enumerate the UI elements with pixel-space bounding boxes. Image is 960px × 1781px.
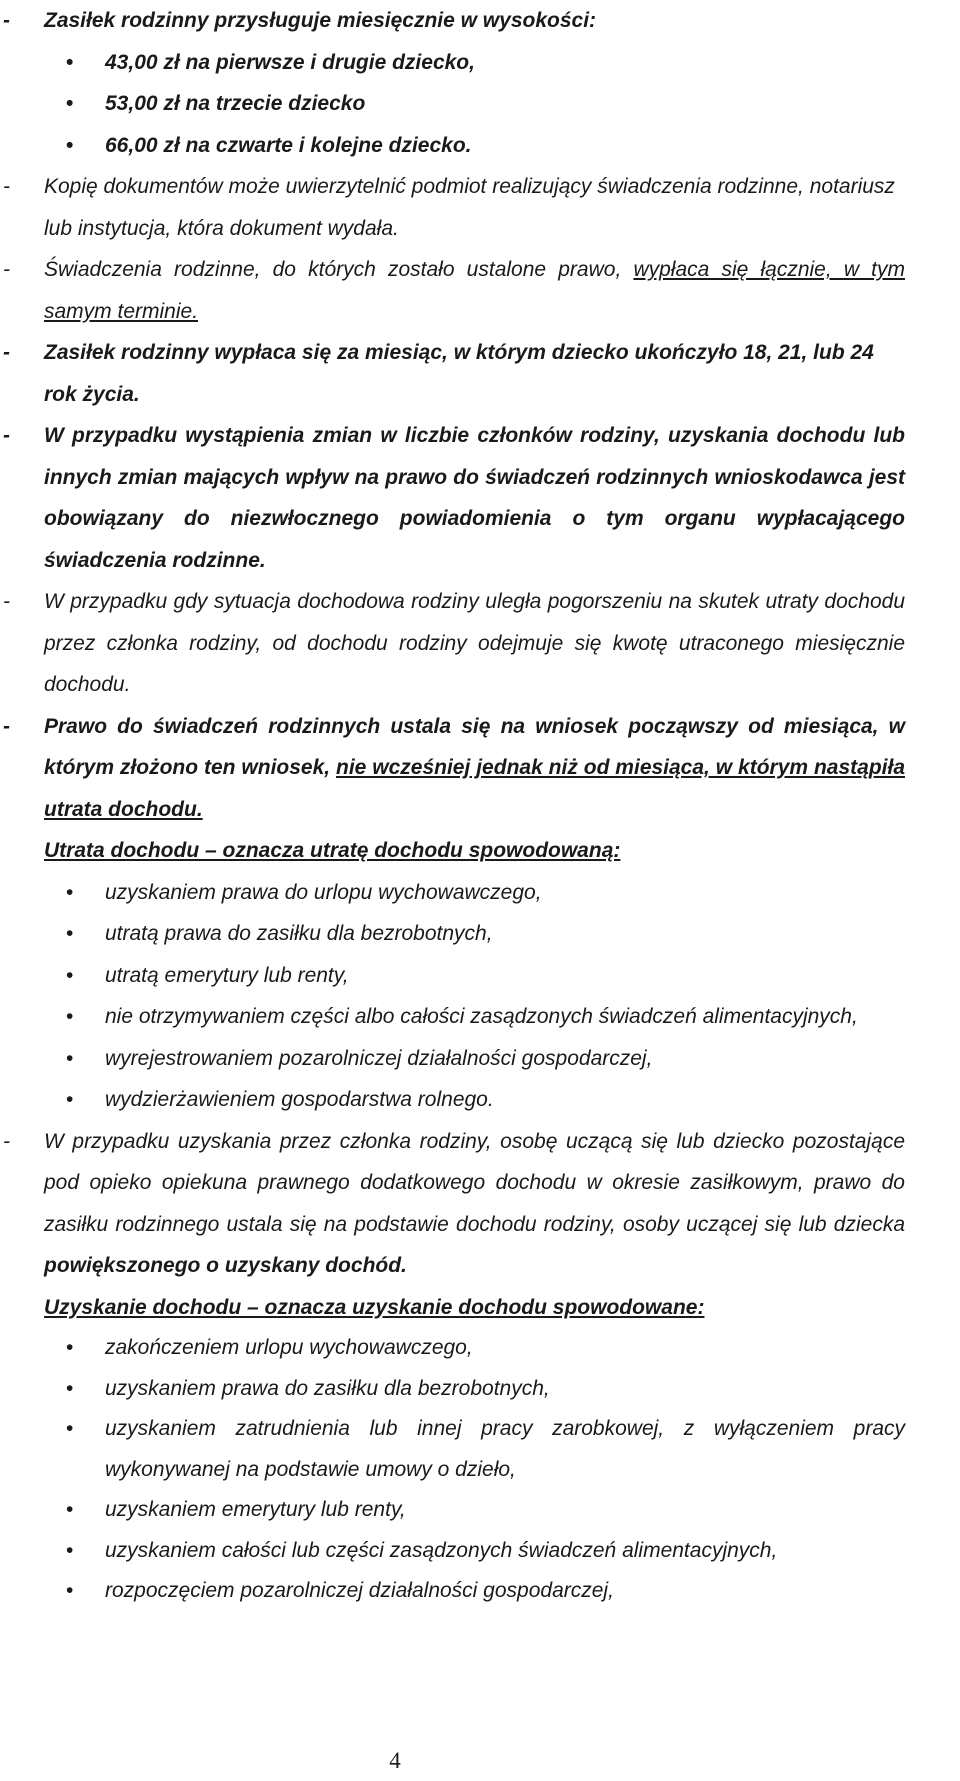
list-item [0, 913, 905, 955]
amount-list [0, 42, 905, 167]
paragraph-change-notification [0, 415, 905, 581]
list-item-text: utratą emerytury lub renty, [105, 963, 349, 987]
list-item-text: 43,00 zł na pierwsze i drugie dziecko, [105, 50, 475, 74]
list-item [0, 1328, 905, 1369]
list-item [0, 1079, 905, 1121]
bullet-icon: • [66, 1336, 74, 1359]
paragraph-underlined-text: nie wcześniej jednak niż od miesiąca, w którym nastąpiła utrata dochodu. [44, 756, 906, 821]
heading-income-gain-definition: Uzyskanie dochodu – oznacza uzyskanie dochodu spowodowane: [44, 1295, 705, 1319]
list-item [0, 996, 905, 1038]
list-item [0, 42, 905, 84]
bullet-icon: • [66, 1088, 74, 1111]
paragraph-bold-text: powiększonego o uzyskany dochód. [44, 1254, 407, 1277]
dash-marker: - [3, 9, 10, 32]
list-item-text: 53,00 zł na trzecie dziecko [105, 92, 366, 115]
paragraph-income-loss [0, 581, 905, 706]
bullet-icon: • [66, 1579, 74, 1602]
bullet-icon: • [66, 963, 74, 987]
list-item-text: uzyskaniem prawa do urlopu wychowawczego, [105, 880, 542, 904]
list-item-text: nie otrzymywaniem części albo całości zasądzonych świadczeń alimentacyjnych, [105, 1005, 858, 1028]
list-item-text: rozpoczęciem pozarolniczej działalności gospodarczej, [105, 1579, 614, 1602]
bullet-icon: • [66, 1046, 74, 1070]
bullet-icon: • [66, 1417, 74, 1440]
bullet-icon: • [66, 50, 74, 74]
dash-marker: - [3, 714, 10, 738]
dash-marker: - [3, 590, 10, 613]
bullet-icon: • [66, 1376, 74, 1400]
list-item-text: uzyskaniem zatrudnienia lub innej pracy zarobkowej, z wyłączeniem pracy wykonywanej na podstawie umowy o dzieło, [105, 1417, 905, 1481]
list-item [0, 1490, 905, 1531]
paragraph-text: Zasiłek rodzinny wypłaca się za miesiąc, w którym dziecko ukończyło 18, 21, lub 24 rok życia. [44, 341, 874, 406]
list-item-text: uzyskaniem emerytury lub renty, [105, 1498, 406, 1521]
income-gain-list [0, 1328, 905, 1612]
list-item-text: wydzierżawieniem gospodarstwa rolnego. [105, 1088, 494, 1111]
paragraph-age-limit [0, 332, 905, 415]
list-item [0, 83, 905, 125]
paragraph-family-allowance-amount [0, 0, 905, 42]
paragraph-document-certification [0, 166, 905, 249]
paragraph-text: Prawo do świadczeń rodzinnych ustala się na wniosek począwszy od miesiąca, w którym złożono ten wniosek, [44, 714, 905, 779]
paragraph-text: W przypadku wystąpienia zmian w liczbie członków rodziny, uzyskania dochodu lub innych zmian mających wpływ na prawo do świadczeń rodzinnych wnioskodawca jest obowiązany do niezwłocznego powiadomienia o tym organu wypłacającego świadczenia rodzinne. [44, 424, 905, 572]
dash-marker: - [3, 258, 10, 281]
list-item-text: wyrejestrowaniem pozarolniczej działalności gospodarczej, [105, 1046, 653, 1070]
list-item [0, 1369, 905, 1410]
paragraph-text: Świadczenia rodzinne, do których zostało ustalone prawo, [44, 258, 634, 281]
list-item [0, 1409, 905, 1490]
paragraph-underlined-text: wypłaca się łącznie, w tym samym terminie. [44, 258, 905, 323]
paragraph-payment-terms [0, 249, 905, 332]
paragraph-entitlement-start [0, 706, 905, 831]
heading-income-loss-definition: Utrata dochodu – oznacza utratę dochodu spowodowaną: [44, 839, 621, 862]
list-item [0, 125, 905, 167]
list-item-text: uzyskaniem całości lub części zasądzonych świadczeń alimentacyjnych, [105, 1538, 778, 1562]
list-item-text: zakończeniem urlopu wychowawczego, [105, 1336, 473, 1359]
list-item-text: 66,00 zł na czwarte i kolejne dziecko. [105, 133, 472, 157]
list-item-text: uzyskaniem prawa do zasiłku dla bezrobotnych, [105, 1376, 550, 1400]
list-item [0, 1038, 905, 1080]
bullet-icon: • [66, 1538, 74, 1562]
dash-marker: - [3, 341, 10, 364]
dash-marker: - [3, 1129, 10, 1153]
paragraph-text: Zasiłek rodzinny przysługuje miesięcznie w wysokości: [44, 9, 597, 32]
bullet-icon: • [66, 1498, 74, 1521]
bullet-icon: • [66, 133, 74, 157]
dash-marker: - [3, 175, 10, 198]
list-item-text: utratą prawa do zasiłku dla bezrobotnych, [105, 922, 493, 945]
income-loss-list [0, 872, 905, 1121]
bullet-icon: • [66, 922, 74, 945]
list-item [0, 955, 905, 997]
paragraph-text: W przypadku gdy sytuacja dochodowa rodziny uległa pogorszeniu na skutek utraty dochodu przez członka rodziny, od dochodu rodziny odejmuje się kwotę utraconego miesięcznie dochodu. [44, 590, 905, 696]
bullet-icon: • [66, 880, 74, 904]
dash-marker: - [3, 424, 10, 447]
list-item [0, 1531, 905, 1572]
bullet-icon: • [66, 92, 74, 115]
page-number: 4 [389, 1748, 401, 1773]
list-item [0, 872, 905, 914]
list-item [0, 1571, 905, 1612]
paragraph-text: W przypadku uzyskania przez członka rodziny, osobę uczącą się lub dziecko pozostające pod opieko opiekuna prawnego dodatkowego dochodu w okresie zasiłkowym, prawo do zasiłku rodzinnego ustala się na podstawie dochodu rodziny, osoby uczącej się lub dziecka [44, 1129, 905, 1236]
paragraph-text: Kopię dokumentów może uwierzytelnić podmiot realizujący świadczenia rodzinne, notariusz lub instytucja, która dokument wydała. [44, 175, 895, 240]
bullet-icon: • [66, 1005, 74, 1028]
paragraph-additional-income [0, 1121, 905, 1287]
